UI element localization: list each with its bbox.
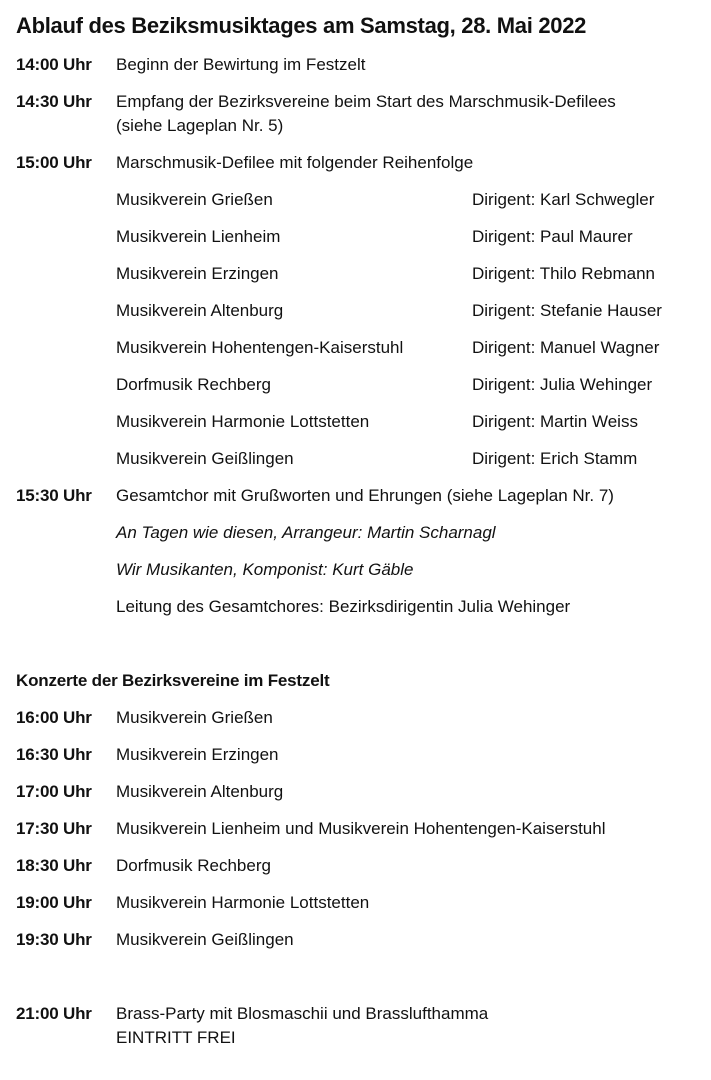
- piece-title: An Tagen wie diesen, Arrangeur: Martin Scharnagl: [116, 523, 496, 542]
- concert-row: [16, 817, 706, 841]
- concert-time: 17:00 Uhr: [16, 782, 92, 801]
- concert-text: Musikverein Lienheim und Musikverein Hohentengen-Kaiserstuhl: [116, 819, 606, 838]
- band-name: Musikverein Geißlingen: [116, 449, 294, 468]
- band-director: Dirigent: Thilo Rebmann: [472, 264, 655, 283]
- schedule-row: [16, 151, 706, 175]
- concert-row: [16, 706, 706, 730]
- band-director: Dirigent: Manuel Wagner: [472, 338, 660, 357]
- concert-time: 19:00 Uhr: [16, 893, 92, 912]
- band-name: Musikverein Altenburg: [116, 301, 284, 320]
- defilee-row: [16, 188, 706, 212]
- band-director: Dirigent: Paul Maurer: [472, 227, 633, 246]
- concert-text: Musikverein Erzingen: [116, 745, 279, 764]
- schedule-document: [16, 0, 706, 1050]
- band-director: Dirigent: Martin Weiss: [472, 412, 638, 431]
- band-director: Dirigent: Karl Schwegler: [472, 190, 655, 209]
- party-row: [16, 1002, 706, 1050]
- party-text: Brass-Party mit Blosmaschii und Brasslufthamma: [116, 1004, 489, 1023]
- band-name: Musikverein Erzingen: [116, 264, 279, 283]
- concert-time: 19:30 Uhr: [16, 930, 92, 949]
- concert-row: [16, 743, 706, 767]
- concert-row: [16, 891, 706, 915]
- schedule-time: 14:00 Uhr: [16, 55, 92, 74]
- concert-time: 16:30 Uhr: [16, 745, 92, 764]
- defilee-row: [16, 336, 706, 360]
- choir-leader: Leitung des Gesamtchores: Bezirksdirigentin Julia Wehinger: [116, 597, 571, 616]
- schedule-time: 14:30 Uhr: [16, 92, 92, 111]
- free-entry-note: EINTRITT FREI: [116, 1028, 236, 1047]
- section-heading: Konzerte der Bezirksvereine im Festzelt: [16, 671, 330, 690]
- defilee-row: [16, 373, 706, 397]
- concert-row: [16, 928, 706, 952]
- concert-row: [16, 854, 706, 878]
- concert-time: 17:30 Uhr: [16, 819, 92, 838]
- band-name: Dorfmusik Rechberg: [116, 375, 271, 394]
- concert-text: Dorfmusik Rechberg: [116, 856, 271, 875]
- schedule-time: 15:30 Uhr: [16, 486, 92, 505]
- schedule-time: 15:00 Uhr: [16, 153, 92, 172]
- schedule-text: Empfang der Bezirksvereine beim Start des Marschmusik-Defilees: [116, 92, 616, 111]
- schedule-row: [16, 90, 706, 138]
- schedule-row: [16, 484, 706, 508]
- concert-text: Musikverein Altenburg: [116, 782, 284, 801]
- concert-row: [16, 780, 706, 804]
- schedule-text: Beginn der Bewirtung im Festzelt: [116, 55, 366, 74]
- band-name: Musikverein Grießen: [116, 190, 273, 209]
- schedule-text: Gesamtchor mit Grußworten und Ehrungen (siehe Lageplan Nr. 7): [116, 486, 614, 505]
- band-name: Musikverein Hohentengen-Kaiserstuhl: [116, 338, 404, 357]
- concert-text: Musikverein Harmonie Lottstetten: [116, 893, 370, 912]
- defilee-row: [16, 299, 706, 323]
- concert-time: 16:00 Uhr: [16, 708, 92, 727]
- defilee-row: [16, 410, 706, 434]
- schedule-text-continued: (siehe Lageplan Nr. 5): [116, 116, 284, 135]
- party-time: 21:00 Uhr: [16, 1004, 92, 1023]
- schedule-text-block: [116, 90, 706, 138]
- concert-time: 18:30 Uhr: [16, 856, 92, 875]
- schedule-row: [16, 53, 706, 77]
- concert-text: Musikverein Grießen: [116, 708, 273, 727]
- defilee-row: [16, 262, 706, 286]
- concert-text: Musikverein Geißlingen: [116, 930, 294, 949]
- schedule-text: Marschmusik-Defilee mit folgender Reihenfolge: [116, 153, 474, 172]
- piece-title: Wir Musikanten, Komponist: Kurt Gäble: [116, 560, 414, 579]
- defilee-row: [16, 225, 706, 249]
- band-director: Dirigent: Julia Wehinger: [472, 375, 653, 394]
- defilee-row: [16, 447, 706, 471]
- band-director: Dirigent: Erich Stamm: [472, 449, 638, 468]
- band-name: Musikverein Harmonie Lottstetten: [116, 412, 370, 431]
- band-director: Dirigent: Stefanie Hauser: [472, 301, 662, 320]
- band-name: Musikverein Lienheim: [116, 227, 281, 246]
- page-title: Ablauf des Beziksmusiktages am Samstag, 28. Mai 2022: [16, 13, 587, 38]
- party-text-block: [116, 1002, 706, 1050]
